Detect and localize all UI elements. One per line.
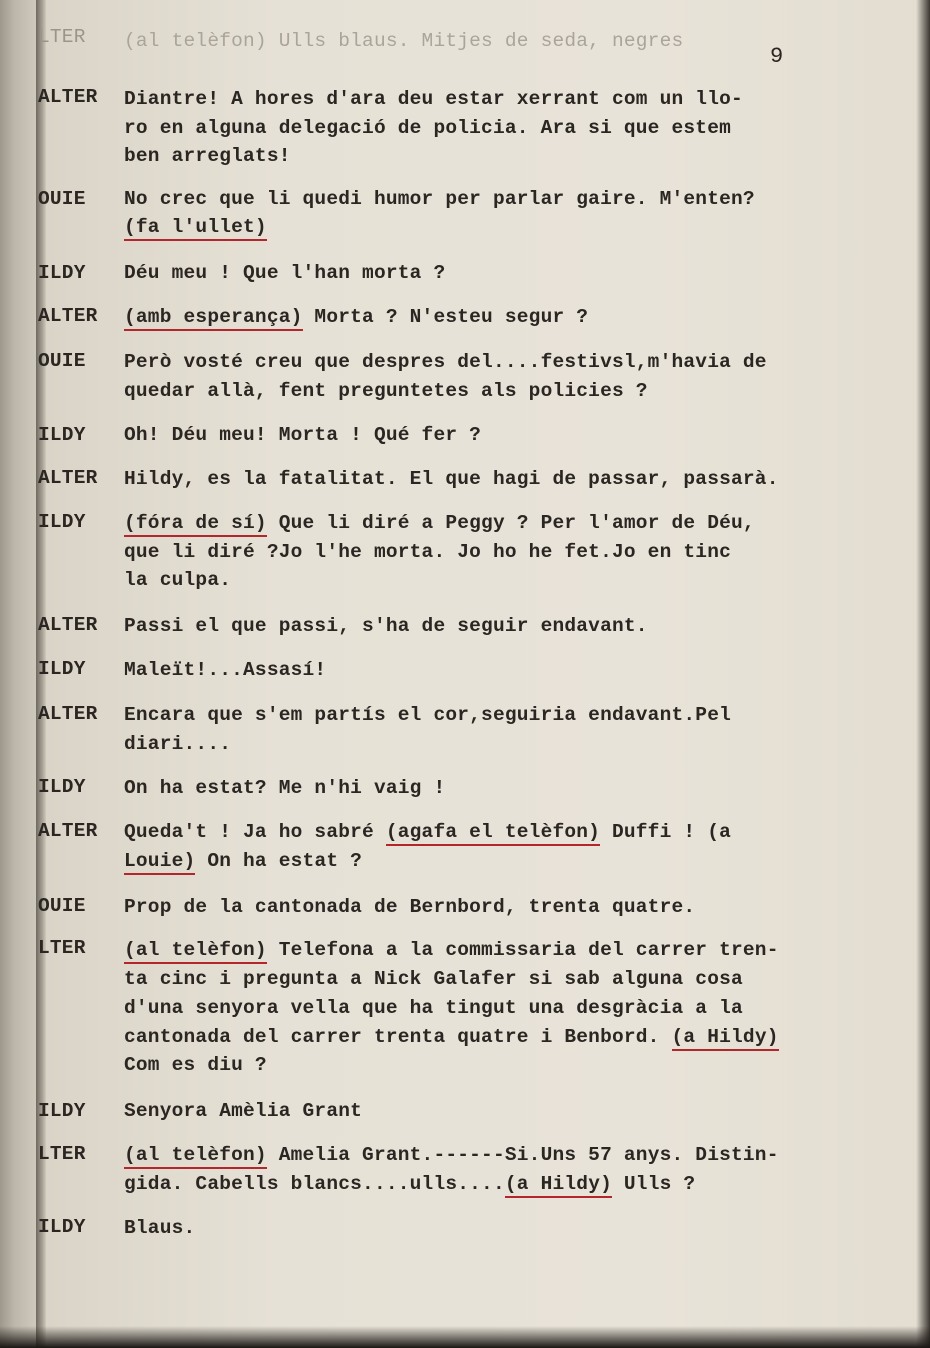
dialogue-line: diari.... [124,733,232,755]
dialogue-line: Oh! Déu meu! Morta ! Qué fer ? [124,424,482,446]
stage-direction: (al telèfon) [124,1144,267,1169]
page-bottom-edge [0,1326,930,1348]
dialogue-line: cantonada del carrer trenta quatre i Benbord. (a Hildy) [124,1026,779,1048]
dialogue-line: ro en alguna delegació de policia. Ara si que estem [124,117,731,139]
dialogue-line: quedar allà, fent preguntetes als policies ? [124,380,648,402]
speaker-label: LTER [38,26,86,48]
dialogue-line: No crec que li quedi humor per parlar gaire. M'enten? [124,188,755,210]
dialogue-line: Blaus. [124,1217,196,1239]
speaker-label: ALTER [38,703,98,725]
dialogue-line: (amb esperança) Morta ? N'esteu segur ? [124,306,588,328]
dialogue-line: Senyora Amèlia Grant [124,1100,363,1122]
stage-direction: (agafa el telèfon) [386,821,600,846]
dialogue-line: la culpa. [124,569,232,591]
dialogue-line: Maleït!...Assasí! [124,659,327,681]
speaker-label: ILDY [38,424,86,446]
speaker-label: ALTER [38,86,98,108]
speaker-label: ILDY [38,1100,86,1122]
speaker-label: ILDY [38,262,86,284]
dialogue-line: Encara que s'em partís el cor,seguiria endavant.Pel [124,704,731,726]
stage-direction: (a Hildy) [672,1026,779,1051]
dialogue-line: Com es diu ? [124,1054,267,1076]
dialogue-line: gida. Cabells blancs....ulls....(a Hildy) Ulls ? [124,1173,695,1195]
speaker-label: OUIE [38,350,86,372]
dialogue-line: que li diré ?Jo l'he morta. Jo ho he fet.Jo en tinc [124,541,731,563]
stage-direction: (al telèfon) [124,939,267,964]
faded-line: (al telèfon) Ulls blaus. Mitjes de seda, negres [124,30,684,52]
dialogue-line: Passi el que passi, s'ha de seguir endavant. [124,615,648,637]
dialogue-line: (fóra de sí) Que li diré a Peggy ? Per l'amor de Déu, [124,512,755,534]
speaker-label: LTER [38,1143,86,1165]
speaker-label: LTER [38,937,86,959]
dialogue-line: (al telèfon) Amelia Grant.------Si.Uns 57 anys. Distin- [124,1144,779,1166]
dialogue-line: ta cinc i pregunta a Nick Galafer si sab alguna cosa [124,968,743,990]
dialogue-line: Diantre! A hores d'ara deu estar xerrant com un llo- [124,88,743,110]
dialogue-line: (al telèfon) Telefona a la commissaria del carrer tren- [124,939,779,961]
dialogue-line: Hildy, es la fatalitat. El que hagi de passar, passarà. [124,468,779,490]
speaker-label: ALTER [38,614,98,636]
dialogue-line: Louie) On ha estat ? [124,850,362,872]
dialogue-line: Déu meu ! Que l'han morta ? [124,262,446,284]
speaker-label: OUIE [38,188,86,210]
dialogue-line: On ha estat? Me n'hi vaig ! [124,777,446,799]
page-right-shadow [916,0,930,1348]
left-page-strip [0,0,36,1348]
speaker-label: ILDY [38,1216,86,1238]
speaker-label: ALTER [38,305,98,327]
speaker-label: ALTER [38,820,98,842]
speaker-label: ALTER [38,467,98,489]
dialogue-line [124,216,267,238]
stage-direction: (fa l'ullet) [124,216,267,241]
dialogue-line: d'una senyora vella que ha tingut una desgràcia a la [124,997,743,1019]
dialogue-line: Però vosté creu que despres del....festivsl,m'havia de [124,351,767,373]
dialogue-line: Queda't ! Ja ho sabré (agafa el telèfon) Duffi ! (a [124,821,731,843]
stage-direction: (amb esperança) [124,306,303,331]
dialogue-line: ben arreglats! [124,145,291,167]
stage-direction: Louie) [124,850,195,875]
dialogue-line: Prop de la cantonada de Bernbord, trenta quatre. [124,896,696,918]
speaker-label: ILDY [38,511,86,533]
speaker-label: ILDY [38,776,86,798]
stage-direction: (fóra de sí) [124,512,267,537]
stage-direction: (a Hildy) [505,1173,612,1198]
page-number: 9 [770,44,784,69]
speaker-label: ILDY [38,658,86,680]
speaker-label: OUIE [38,895,86,917]
